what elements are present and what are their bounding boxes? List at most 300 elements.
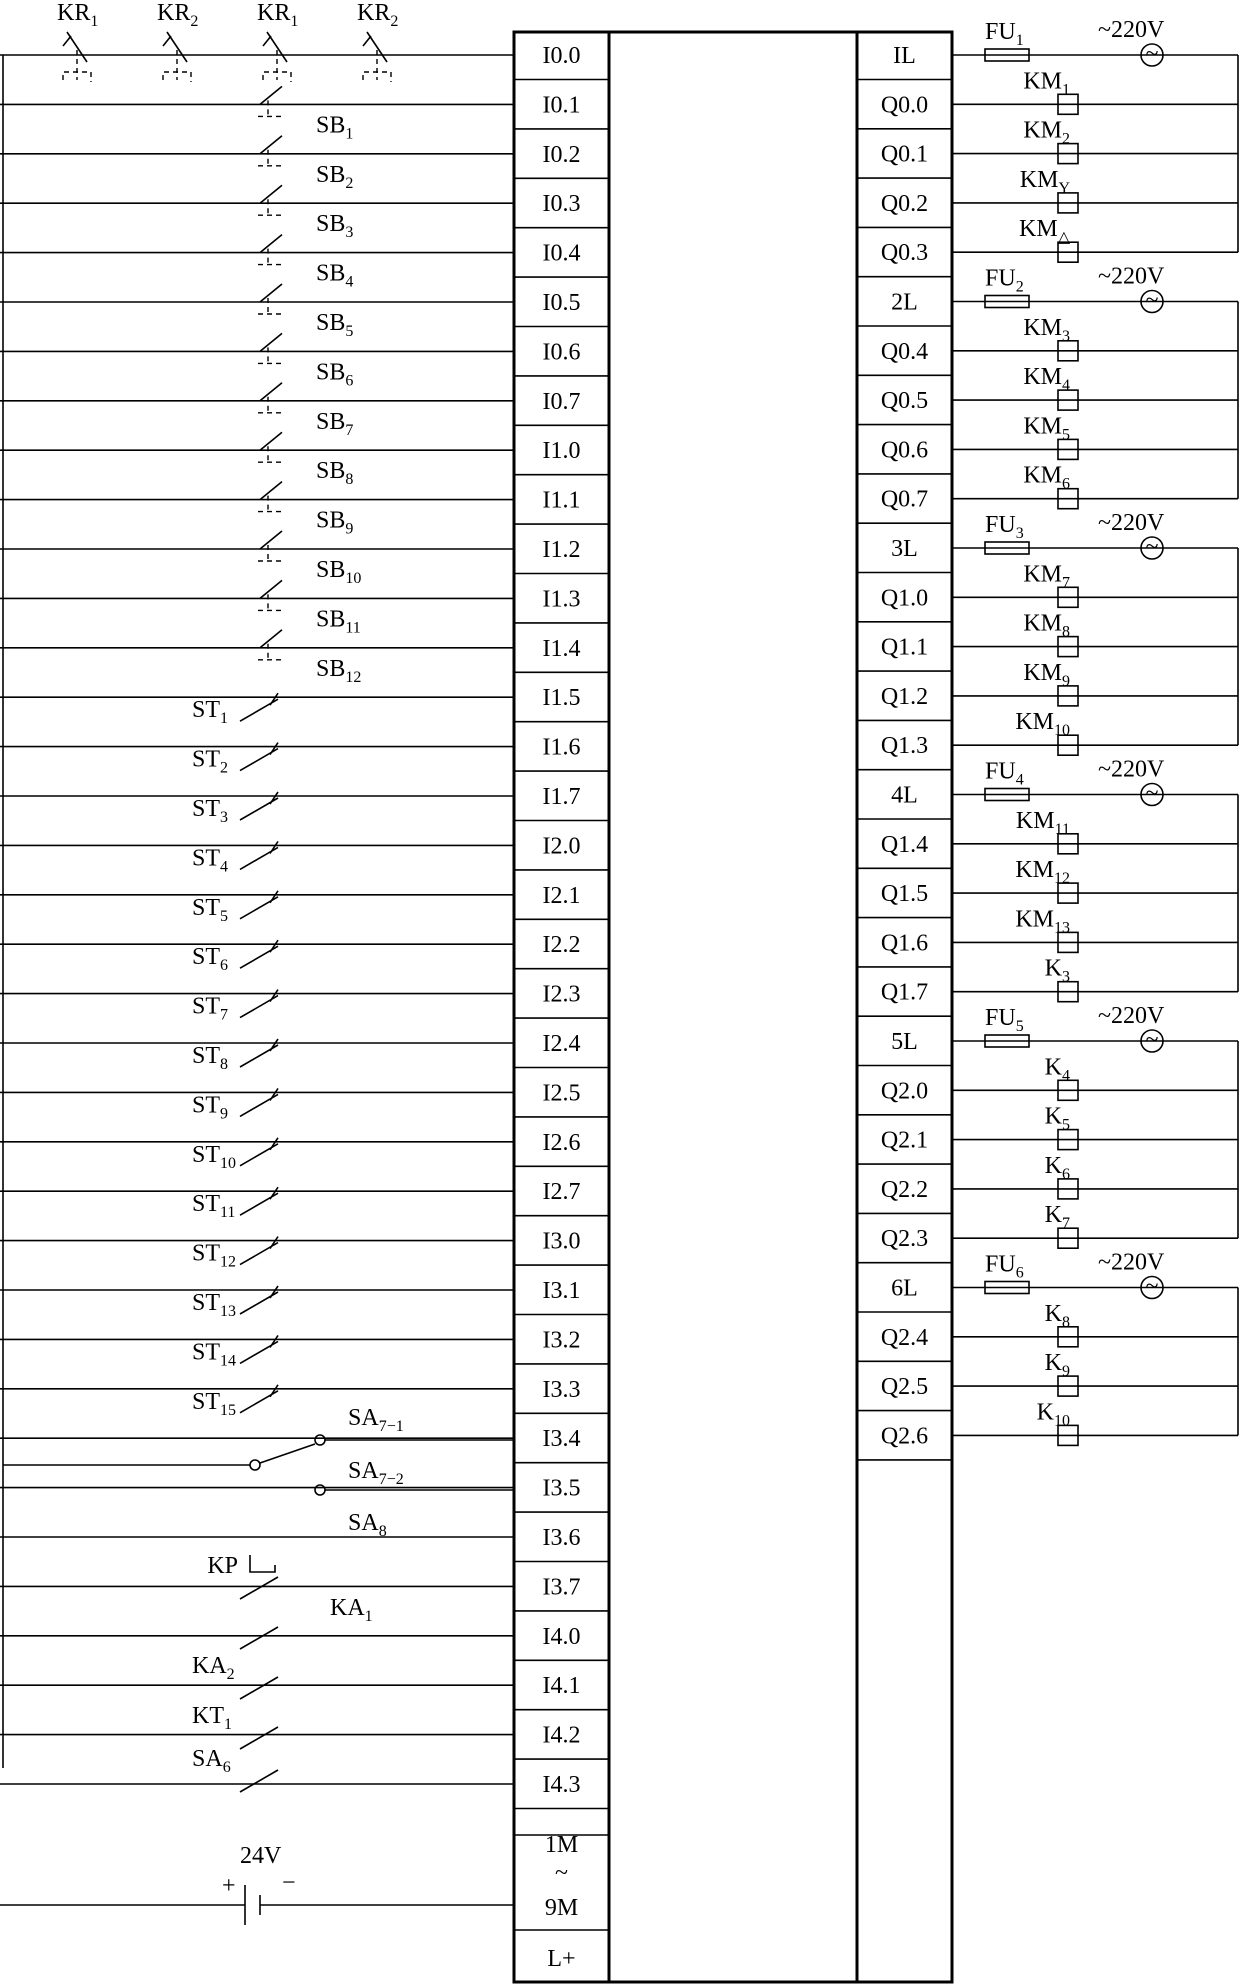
coil-label-text: KM (1023, 314, 1062, 341)
limit-switch-label-sub: 6 (220, 957, 229, 975)
pushbutton-label-text: SB (316, 507, 346, 534)
input-terminal-label: I3.7 (542, 1574, 581, 1601)
limit-switch-label (192, 994, 228, 1024)
output-terminal-label: IL (893, 43, 916, 69)
contact-symbol (240, 1727, 278, 1749)
pushbutton-label-sub: 4 (345, 273, 354, 291)
pushbutton-contact (260, 630, 282, 648)
overload-contact-symbol (163, 32, 187, 62)
pushbutton-label-sub: 8 (345, 471, 354, 489)
selector-label-a-sub: 7−1 (378, 1418, 404, 1435)
limit-switch-label-sub: 10 (220, 1154, 237, 1172)
input-terminal-label: I3.6 (542, 1525, 581, 1551)
overload-contact-label-sub: 1 (90, 13, 99, 30)
overload-contact-label (357, 0, 398, 30)
coil-label (1016, 808, 1070, 838)
plc-module (514, 32, 952, 1982)
pushbutton-contact (260, 185, 282, 203)
output-terminal-label: 2L (891, 289, 918, 316)
pushbutton-label-sub: 10 (345, 570, 362, 587)
ac-voltage-label: ~220V (1098, 1003, 1165, 1029)
coil-label (1020, 167, 1071, 197)
pushbutton-label-text: SB (316, 211, 346, 238)
pushbutton-label-sub: 1 (345, 125, 354, 143)
fuse-label (985, 759, 1024, 789)
contact-label-kp (207, 1553, 238, 1579)
output-terminal-label: Q0.1 (880, 141, 929, 168)
coil-label-sub: 12 (1054, 870, 1070, 888)
input-terminal-label: I4.1 (542, 1673, 581, 1700)
output-terminal-label: 6L (891, 1275, 918, 1302)
output-terminal-label: Q0.4 (880, 338, 929, 365)
overload-contact-label (57, 0, 98, 30)
pushbutton-label-text: SB (316, 310, 346, 336)
lplus-label: L+ (547, 1946, 576, 1972)
output-terminal-label: Q1.7 (880, 979, 929, 1006)
coil-label-text: KM (1023, 659, 1062, 686)
output-terminal-label: Q0.2 (880, 190, 929, 217)
coil-label-sub: 13 (1054, 919, 1070, 937)
overload-contact-label (157, 0, 198, 30)
dc-plus-label: + (222, 1873, 236, 1899)
contact-label-sa6-sub: 6 (222, 1759, 231, 1776)
ac-source-glyph: ~ (1145, 534, 1159, 560)
input-terminal-label: I3.4 (542, 1426, 581, 1453)
limit-switch-label (192, 1043, 228, 1073)
coil-label-sub: 10 (1054, 722, 1070, 740)
input-terminal-label: I1.5 (542, 685, 581, 712)
coil-label-sub: 8 (1062, 623, 1070, 641)
input-terminal-label: I1.4 (542, 635, 581, 662)
coil-label-sub: 10 (1054, 1412, 1070, 1430)
pushbutton-contact (260, 136, 282, 154)
selector-label-sa8-sub: 8 (378, 1523, 387, 1540)
limit-switch-label (192, 944, 228, 974)
coil-label-text: KM (1023, 610, 1062, 637)
pushbutton-label-sub: 9 (345, 520, 354, 538)
coil-label (1045, 1301, 1070, 1331)
output-terminal-label: 3L (891, 536, 918, 562)
ac-source-glyph: ~ (1145, 41, 1159, 67)
limit-switch-label-sub: 14 (220, 1352, 237, 1370)
limit-switch-label (192, 1339, 236, 1369)
input-terminal-label: I2.1 (542, 882, 581, 909)
limit-switch-label-sub: 7 (220, 1006, 229, 1024)
pushbutton-label (316, 409, 353, 439)
fuse-label (985, 1252, 1024, 1282)
contact-label-sa6-text: SA (192, 1746, 223, 1772)
contact-label-ka1 (330, 1595, 373, 1625)
coil-label-sub: 9 (1062, 1363, 1070, 1381)
pushbutton-label-text: SB (316, 359, 346, 386)
coil-label (1015, 906, 1070, 936)
contact-label-ka1-sub: 1 (364, 1608, 373, 1625)
pushbutton-label-text: SB (316, 557, 346, 583)
pushbutton-contact (260, 86, 282, 104)
coil-label (1023, 118, 1070, 148)
coil-label-sub: △ (1057, 229, 1070, 247)
limit-switch-label (192, 796, 228, 826)
fuse-label-sub: 2 (1015, 278, 1024, 296)
fuse-label (985, 19, 1024, 49)
input-terminal-label: I0.6 (542, 339, 581, 366)
limit-switch-label-text: ST (192, 1043, 221, 1069)
pushbutton-label (316, 310, 353, 340)
output-terminal-label: Q0.0 (880, 92, 929, 119)
pushbutton-label (316, 211, 353, 241)
fuse-label-sub: 6 (1015, 1264, 1024, 1282)
limit-switch-label (192, 1092, 228, 1122)
coil-label (1045, 1202, 1070, 1232)
coil-label-sub: 6 (1062, 475, 1070, 493)
limit-switch-label-sub: 9 (220, 1105, 229, 1123)
ac-voltage-label: ~220V (1098, 510, 1165, 536)
fuse-label-text: FU (985, 512, 1016, 538)
input-terminal-label: I3.3 (542, 1376, 581, 1403)
limit-switch-label (192, 1389, 236, 1419)
coil-label-text: KM (1023, 413, 1062, 440)
coil-label-sub: 2 (1062, 130, 1070, 148)
limit-switch-label-text: ST (192, 944, 221, 971)
limit-switch-label-text: ST (192, 1141, 221, 1168)
limit-switch-label-text: ST (192, 894, 221, 921)
coil-label-sub: 3 (1062, 968, 1070, 986)
output-terminal-label: Q1.2 (880, 683, 929, 710)
coil-label (1023, 660, 1070, 690)
coil-label-text: K (1044, 1300, 1062, 1327)
coil-label (1045, 1054, 1070, 1084)
coil-label-sub: 9 (1062, 672, 1070, 690)
output-terminal-label: 5L (891, 1029, 918, 1055)
selector-label-a-text: SA (348, 1405, 379, 1431)
selector-label-a (348, 1405, 404, 1435)
contact-label-ka2 (192, 1653, 235, 1683)
coil-label-sub: Y (1058, 179, 1070, 197)
overload-contact-symbol (263, 32, 287, 62)
contact-label-sa6 (192, 1746, 231, 1776)
output-terminal-label: Q1.3 (880, 733, 929, 760)
input-terminal-label: I2.3 (542, 981, 581, 1008)
coil-label-text: K (1044, 1152, 1062, 1179)
output-terminal-label: Q2.5 (880, 1374, 929, 1401)
ac-source-glyph: ~ (1145, 780, 1159, 807)
input-terminal-label: I3.0 (542, 1228, 581, 1255)
fuse-label-text: FU (985, 19, 1016, 45)
input-terminal-label: I1.1 (542, 487, 581, 514)
input-terminal-label: I4.0 (542, 1623, 581, 1650)
coil-label (1045, 1153, 1070, 1183)
pushbutton-label (316, 162, 353, 192)
pushbutton-contact (260, 482, 282, 500)
coil-label-text: KM (1015, 709, 1054, 736)
coil-label-text: KM (1019, 216, 1058, 243)
limit-switch-label-text: ST (192, 845, 221, 872)
coil-label-text: KM (1019, 166, 1059, 193)
limit-switch-label-sub: 12 (220, 1253, 237, 1271)
coil-label-sub: 4 (1062, 377, 1070, 395)
coil-label-sub: 7 (1062, 574, 1070, 592)
coil-label-sub: 8 (1062, 1313, 1070, 1331)
contact-label-kt1 (192, 1703, 232, 1733)
pushbutton-label-sub: 3 (345, 224, 354, 242)
output-terminal-label: Q0.7 (880, 486, 929, 513)
overload-contact-label-text: KR (157, 0, 191, 26)
output-terminal-label: Q1.6 (880, 930, 929, 957)
ac-voltage-label: ~220V (1098, 756, 1165, 783)
pushbutton-contact (260, 284, 282, 302)
limit-switch-label (192, 1191, 235, 1221)
coil-label (1023, 315, 1070, 345)
pushbutton-label-text: SB (316, 606, 346, 633)
limit-switch-label-text: ST (192, 796, 221, 822)
coil-label (1019, 216, 1071, 246)
pushbutton-label (316, 557, 361, 587)
coil-label-sub: 6 (1062, 1165, 1070, 1183)
output-terminal-label: Q2.4 (880, 1324, 929, 1351)
coil-label-text: KM (1015, 857, 1054, 884)
input-terminal-label: I0.1 (542, 92, 581, 119)
coil-label-sub: 4 (1062, 1067, 1070, 1085)
pushbutton-label-sub: 12 (345, 668, 362, 686)
coil-label-sub: 1 (1062, 81, 1070, 99)
selector-contact-b (315, 1485, 325, 1495)
limit-switch-label (192, 1290, 236, 1320)
output-terminal-label: Q2.0 (880, 1078, 929, 1105)
coil-label (1045, 1104, 1070, 1134)
contact-symbol (240, 1577, 278, 1599)
common-label-range: ~ (555, 1860, 568, 1886)
input-terminal-label: I0.2 (542, 141, 581, 168)
limit-switch-label-text: ST (192, 697, 221, 724)
input-terminal-label: I0.0 (542, 43, 581, 69)
limit-switch-label-sub: 3 (220, 809, 229, 826)
pushbutton-contact (260, 580, 282, 598)
coil-label (1023, 561, 1070, 591)
coil-label-text: KM (1023, 68, 1062, 95)
input-terminal-label: I1.3 (542, 586, 581, 613)
limit-switch-label (192, 895, 228, 925)
contact-label-kt1-text: KT (192, 1703, 224, 1729)
coil-label (1023, 611, 1070, 641)
selector-label-sa8-text: SA (348, 1510, 379, 1536)
coil-label-sub: 5 (1062, 1116, 1070, 1134)
selector-pivot (250, 1460, 260, 1470)
fuse-label (985, 266, 1024, 296)
fuse-label-text: FU (985, 758, 1016, 785)
output-terminal-label: Q1.4 (880, 831, 929, 858)
coil-label-text: KM (1023, 462, 1062, 489)
pushbutton-contact (260, 235, 282, 253)
overload-contact-label-text: KR (357, 0, 391, 26)
fuse-label-text: FU (985, 265, 1016, 292)
fuse-label-sub: 5 (1015, 1018, 1024, 1035)
limit-switch-label-sub: 11 (220, 1204, 236, 1222)
input-terminal-label: I0.7 (542, 388, 581, 415)
pushbutton-contact (260, 531, 282, 549)
pushbutton-label-text: SB (316, 408, 346, 435)
fuse-label-sub: 1 (1015, 32, 1024, 49)
pushbutton-label (316, 656, 361, 686)
coil-label-text: KM (1015, 807, 1055, 834)
input-terminal-label: I2.0 (542, 833, 581, 860)
coil-label (1023, 413, 1070, 443)
fuse-label (985, 1005, 1024, 1035)
common-label-9m: 9M (544, 1895, 579, 1921)
limit-switch-label-text: ST (192, 1191, 221, 1218)
pushbutton-label (316, 112, 353, 142)
pushbutton-label-sub: 7 (345, 421, 354, 439)
output-wiring (952, 17, 1238, 1445)
limit-switch-label (192, 747, 228, 777)
input-terminal-label: I2.7 (542, 1179, 581, 1206)
ac-source-glyph: ~ (1145, 1027, 1159, 1053)
selector-label-b-sub: 7−2 (378, 1471, 404, 1488)
common-label-1m: 1M (544, 1832, 579, 1858)
coil-label-sub: 7 (1062, 1215, 1070, 1233)
pushbutton-label-text: SB (316, 260, 346, 287)
pushbutton-contact (260, 383, 282, 401)
pushbutton-label (316, 606, 361, 636)
input-terminal-label: I2.6 (542, 1129, 581, 1156)
overload-contact-label (257, 0, 298, 30)
output-terminal-label: Q2.6 (880, 1423, 929, 1450)
overload-contact-symbol (63, 32, 87, 62)
output-terminal-label: Q1.1 (880, 634, 929, 661)
input-wiring (0, 0, 514, 1925)
dc-voltage-label: 24V (240, 1843, 282, 1869)
limit-switch-label-sub: 5 (220, 907, 229, 925)
output-terminal-label: Q2.2 (880, 1176, 929, 1203)
overload-contact-label-sub: 2 (190, 13, 199, 30)
output-terminal-label: Q0.6 (880, 437, 929, 464)
contact-label-kt1-sub: 1 (224, 1716, 232, 1733)
pushbutton-contact (260, 432, 282, 450)
input-terminal-label: I1.7 (542, 784, 581, 810)
limit-switch-label-sub: 15 (220, 1401, 237, 1419)
ac-voltage-label: ~220V (1098, 17, 1165, 43)
contact-label-ka2-sub: 2 (226, 1666, 235, 1683)
input-terminal-label: I4.2 (542, 1722, 581, 1749)
coil-label-text: KM (1023, 117, 1062, 144)
coil-label-text: K (1044, 1202, 1062, 1229)
fuse-label-text: FU (985, 1251, 1016, 1278)
selector-contact-a (315, 1435, 325, 1445)
fuse-label-sub: 3 (1015, 525, 1024, 542)
limit-switch-label-sub: 1 (220, 710, 229, 728)
coil-label-text: K (1044, 1054, 1062, 1081)
coil-label (1037, 1399, 1070, 1429)
pushbutton-label-sub: 6 (345, 372, 354, 390)
ac-source-glyph: ~ (1145, 287, 1159, 314)
input-terminal-label: I2.2 (542, 932, 581, 959)
limit-switch-label-text: ST (192, 1388, 221, 1415)
overload-contact-symbol (363, 32, 387, 62)
input-terminal-label: I3.5 (542, 1475, 581, 1502)
limit-switch-label-sub: 4 (220, 858, 229, 876)
overload-contact-label-text: KR (257, 0, 291, 26)
coil-label-text: KM (1023, 561, 1062, 588)
contact-label-kp-text: KP (207, 1553, 238, 1579)
input-terminal-label: I4.3 (542, 1772, 581, 1798)
limit-switch-label (192, 1241, 236, 1271)
limit-switch-label-sub: 8 (220, 1056, 229, 1073)
input-terminal-label: I3.1 (542, 1278, 581, 1304)
limit-switch-label-text: ST (192, 1092, 221, 1119)
limit-switch-label-text: ST (192, 746, 221, 773)
input-terminal-label: I0.4 (542, 240, 581, 267)
input-terminal-label: I1.0 (542, 438, 581, 465)
fuse-label-text: FU (985, 1005, 1016, 1031)
pushbutton-label-text: SB (316, 655, 346, 682)
limit-switch-label-text: ST (192, 1240, 221, 1267)
pushbutton-label-sub: 5 (345, 323, 354, 340)
overload-contact-label-text: KR (57, 0, 91, 26)
input-terminal-label: I3.2 (542, 1327, 581, 1354)
coil-label-text: K (1044, 955, 1062, 982)
coil-label (1023, 68, 1070, 98)
ac-voltage-label: ~220V (1098, 263, 1165, 290)
coil-label (1023, 463, 1070, 493)
overload-contact-label-sub: 1 (290, 13, 299, 30)
limit-switch-label-text: ST (192, 1339, 221, 1366)
limit-switch-label (192, 1142, 236, 1172)
coil-label-text: K (1044, 1103, 1062, 1130)
input-terminal-label: I0.5 (542, 290, 581, 316)
coil-label (1023, 364, 1070, 394)
output-terminal-label: Q1.5 (880, 881, 929, 908)
limit-switch-label-sub: 13 (220, 1303, 237, 1320)
contact-symbol (240, 1770, 278, 1792)
input-terminal-label: I1.2 (542, 537, 581, 563)
pushbutton-label-text: SB (316, 161, 346, 188)
input-terminal-label: I2.4 (542, 1031, 581, 1057)
selector-label-b (348, 1458, 404, 1488)
pushbutton-label (316, 458, 353, 488)
contact-symbol (240, 1627, 278, 1649)
coil-label (1045, 956, 1070, 986)
coil-label-text: KM (1015, 906, 1054, 933)
contact-label-ka1-text: KA (330, 1595, 365, 1621)
pushbutton-contact (260, 333, 282, 351)
coil-label-sub: 11 (1054, 820, 1070, 838)
coil-label (1015, 857, 1070, 887)
ac-source-glyph: ~ (1145, 1273, 1159, 1300)
output-terminal-label: Q0.3 (880, 240, 929, 267)
output-terminal-label: Q1.0 (880, 585, 929, 612)
pushbutton-label (316, 359, 353, 389)
pushbutton-label-text: SB (316, 458, 346, 485)
fuse-label (985, 512, 1024, 542)
pushbutton-label-text: SB (316, 112, 346, 139)
input-terminal-label: I1.6 (542, 734, 581, 761)
output-terminal-label: Q0.5 (880, 388, 929, 415)
coil-label-sub: 3 (1062, 327, 1070, 345)
dc-minus-label: − (282, 1870, 296, 1896)
coil-label-text: KM (1023, 364, 1062, 391)
limit-switch-label-sub: 2 (220, 759, 229, 777)
pushbutton-label (316, 508, 353, 538)
pushbutton-label (316, 261, 353, 291)
selector-label-b-text: SA (348, 1458, 379, 1484)
limit-switch-label (192, 845, 228, 875)
pressure-switch-actuator (250, 1555, 275, 1572)
output-terminal-label: Q2.3 (880, 1226, 929, 1253)
limit-switch-label-text: ST (192, 1290, 221, 1316)
ac-voltage-label: ~220V (1098, 1249, 1165, 1276)
coil-label (1015, 709, 1070, 739)
selector-lever (260, 1444, 315, 1463)
selector-label-sa8 (348, 1510, 387, 1540)
